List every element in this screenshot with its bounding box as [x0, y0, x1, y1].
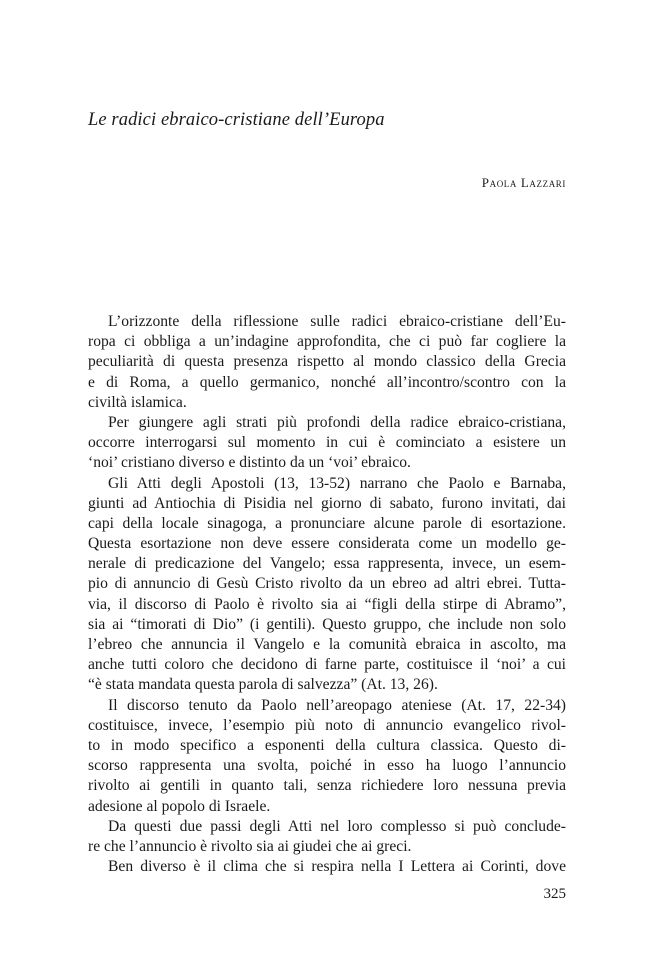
text-line: ropa ci obbliga a un’indagine approfondita, che ci può far cogliere la: [88, 333, 566, 351]
text-line: e di Roma, a quello germanico, nonché all’incontro/scontro con la: [88, 373, 566, 391]
text-line: l’ebreo che annuncia il Vangelo e la comunità ebraica in ascolto, ma: [88, 636, 566, 653]
text-line: scorso rappresenta una svolta, poiché in esso ha luogo l’annuncio: [88, 757, 566, 775]
text-line: occorre interrogarsi sul momento in cui è cominciato a esistere un: [88, 434, 566, 452]
article-title: Le radici ebraico-cristiane dell’Europa: [88, 110, 385, 130]
page-number: 325: [543, 886, 566, 902]
text-line: peculiarità di questa presenza rispetto al mondo classico della Grecia: [88, 353, 566, 371]
body-text: [88, 312, 566, 877]
text-line: nerale di predicazione del Vangelo; essa rappresenta, invece, un esem-: [88, 555, 566, 573]
text-line: L’orizzonte della riflessione sulle radici ebraico-cristiane dell’Eu-: [108, 313, 566, 330]
text-line: ‘noi’ cristiano diverso e distinto da un ‘voi’ ebraico.: [88, 454, 411, 472]
text-line: Da questi due passi degli Atti nel loro complesso si può conclude-: [108, 817, 566, 835]
text-line: adesione al popolo di Israele.: [88, 797, 271, 815]
text-line: rivolto ai gentili in quanto tali, senza richiedere loro nessuna previa: [88, 777, 566, 795]
text-line: “è stata mandata questa parola di salvezza” (At. 13, 26).: [88, 676, 438, 694]
text-line: costituisce, invece, l’esempio più noto di annuncio evangelico rivol-: [88, 716, 566, 734]
text-line: civiltà islamica.: [88, 393, 187, 411]
text-line: anche tutti coloro che decidono di farne parte, costituisce il ‘noi’ a cui: [88, 656, 566, 674]
text-line: re che l’annuncio è rivolto sia ai giudei che ai greci.: [88, 837, 412, 855]
text-line: giunti ad Antiochia di Pisidia nel giorno di sabato, furono invitati, dai: [88, 494, 566, 512]
document-page: [88, 0, 566, 954]
text-line: Il discorso tenuto da Paolo nell’areopago ateniese (At. 17, 22-34): [108, 696, 566, 714]
text-line: pio di annuncio di Gesù Cristo rivolto da un ebreo ad altri ebrei. Tutta-: [88, 575, 566, 593]
text-line: to in modo specifico a esponenti della cultura classica. Questo di-: [88, 736, 566, 754]
text-line: Per giungere agli strati più profondi della radice ebraico-cristiana,: [108, 413, 566, 431]
author-name: Paola Lazzari: [481, 175, 566, 190]
text-line: Ben diverso è il clima che si respira nella I Lettera ai Corinti, dove: [108, 858, 566, 876]
text-line: Questa esortazione non deve essere considerata come un modello ge-: [88, 535, 566, 553]
text-line: capi della locale sinagoga, a pronunciare alcune parole di esortazione.: [88, 514, 566, 532]
text-line: sia ai “timorati di Dio” (i gentili). Questo gruppo, che include non solo: [88, 615, 566, 633]
text-line: via, il discorso di Paolo è rivolto sia ai “figli della stirpe di Abramo”,: [88, 595, 566, 613]
text-line: Gli Atti degli Apostoli (13, 13-52) narrano che Paolo e Barnaba,: [108, 474, 566, 492]
